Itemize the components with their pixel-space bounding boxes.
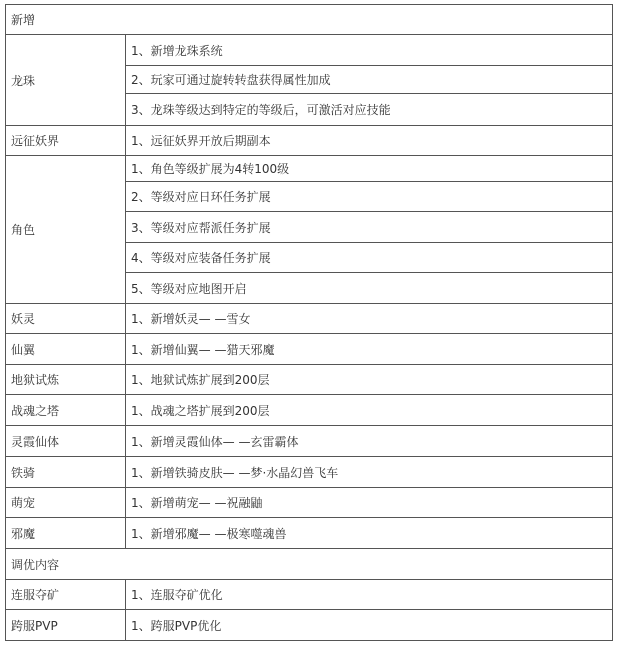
item-text: 4、等级对应装备任务扩展 [126, 243, 613, 273]
item-text: 1、新增仙翼— —猎天邪魔 [126, 334, 613, 365]
category-wings: 仙翼 [6, 334, 126, 365]
category-cross-server-mining: 连服夺矿 [6, 580, 126, 610]
item-text: 1、战魂之塔扩展到200层 [126, 395, 613, 426]
item-text: 1、远征妖界开放后期副本 [126, 126, 613, 156]
item-text: 3、龙珠等级达到特定的等级后，可激活对应技能 [126, 94, 613, 126]
category-pet: 萌宠 [6, 488, 126, 518]
item-text: 1、地狱试炼扩展到200层 [126, 365, 613, 395]
item-text: 5、等级对应地图开启 [126, 273, 613, 304]
category-spirit: 妖灵 [6, 304, 126, 334]
update-notes-table [5, 4, 613, 641]
item-text: 2、等级对应日环任务扩展 [126, 182, 613, 212]
item-text: 1、新增邪魔— —极寒噬魂兽 [126, 518, 613, 549]
category-demon: 邪魔 [6, 518, 126, 549]
item-text: 2、玩家可通过旋转转盘获得属性加成 [126, 66, 613, 94]
category-mount: 铁骑 [6, 457, 126, 488]
item-text: 3、等级对应帮派任务扩展 [126, 212, 613, 243]
category-soul-tower: 战魂之塔 [6, 395, 126, 426]
category-immortal-body: 灵霞仙体 [6, 426, 126, 457]
item-text: 1、角色等级扩展为4转100级 [126, 156, 613, 182]
category-cross-server-pvp: 跨服PVP [6, 610, 126, 641]
item-text: 1、连服夺矿优化 [126, 580, 613, 610]
item-text: 1、新增妖灵— —雪女 [126, 304, 613, 334]
section-header-new: 新增 [6, 5, 613, 35]
item-text: 1、新增龙珠系统 [126, 35, 613, 66]
item-text: 1、跨服PVP优化 [126, 610, 613, 641]
section-header-tuning: 调优内容 [6, 549, 613, 580]
category-expedition: 远征妖界 [6, 126, 126, 156]
category-dragon-ball: 龙珠 [6, 35, 126, 126]
item-text: 1、新增灵霞仙体— —玄雷霸体 [126, 426, 613, 457]
category-hell-trial: 地狱试炼 [6, 365, 126, 395]
item-text: 1、新增铁骑皮肤— —梦·水晶幻兽飞车 [126, 457, 613, 488]
category-character: 角色 [6, 156, 126, 304]
item-text: 1、新增萌宠— —祝融鼬 [126, 488, 613, 518]
